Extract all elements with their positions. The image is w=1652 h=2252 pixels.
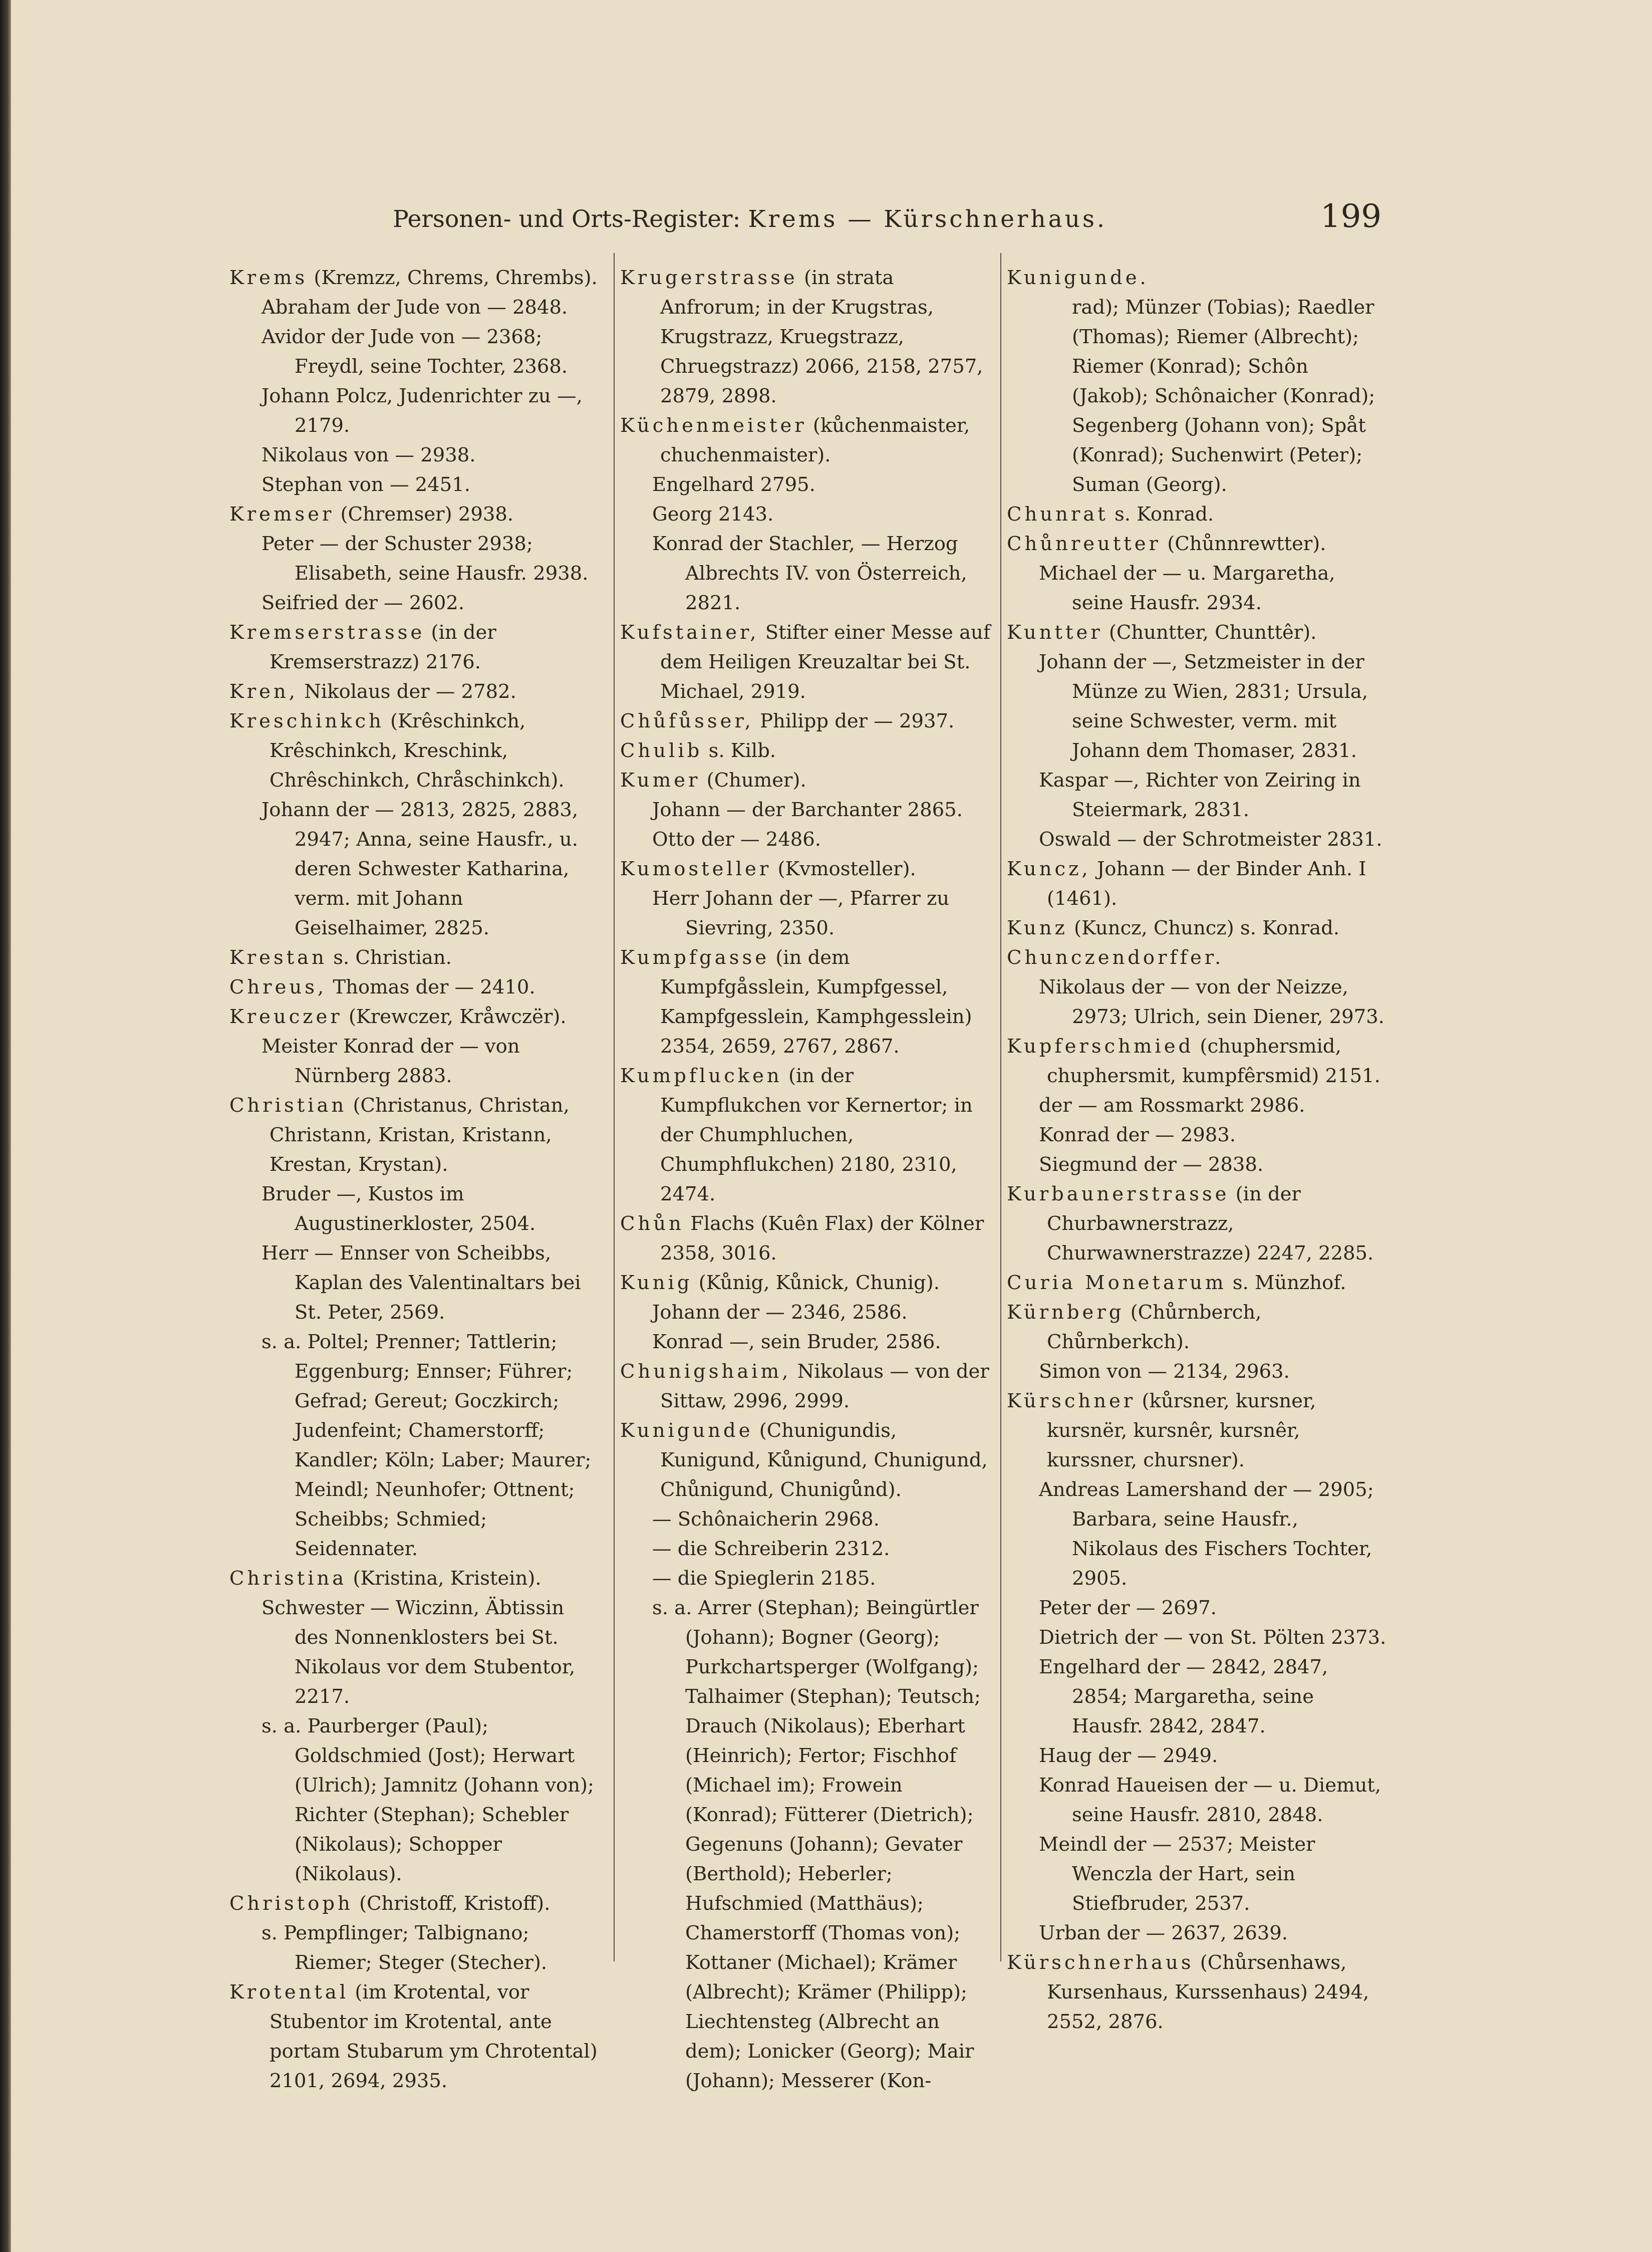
- entry-text: Johann Polcz, Judenrichter zu —, 2179.: [261, 385, 583, 437]
- entry-headword: Kreuczer: [229, 1006, 343, 1028]
- entry-text: Meister Konrad der — von Nürnberg 2883.: [261, 1035, 520, 1087]
- index-subentry: [1007, 1771, 1388, 1830]
- entry-text: — die Spieglerin 2185.: [652, 1567, 876, 1590]
- index-subentry: [229, 1032, 603, 1091]
- entry-headword: Krestan: [229, 946, 327, 969]
- entry-text: (Kremzz, Chrems, Chrembs).: [314, 267, 598, 289]
- entry-text: s. Konrad.: [1114, 503, 1214, 526]
- index-entry: [620, 1416, 993, 1505]
- entry-text: s. Münzhof.: [1232, 1272, 1346, 1294]
- index-subentry: [1007, 766, 1388, 825]
- entry-headword: Chunczendorffer.: [1007, 946, 1224, 969]
- index-subentry: [1007, 1357, 1388, 1386]
- index-entry: [229, 1091, 603, 1179]
- entry-text: (Chuntter, Chunttêr).: [1109, 621, 1317, 644]
- index-entry: [620, 1268, 993, 1298]
- entry-text: Andreas Lamershand der — 2905; Barbara, seine Hausfr., Nikolaus des Fischers Tochter, 2905.: [1039, 1478, 1374, 1590]
- entry-text: Johann — der Barchanter 2865.: [652, 799, 963, 821]
- index-entry: [620, 736, 993, 766]
- index-subentry: [1007, 1830, 1388, 1918]
- entry-headword: Curia Monetarum: [1007, 1272, 1227, 1294]
- entry-text: Oswald — der Schrotmeister 2831.: [1039, 828, 1383, 851]
- index-entry: [620, 1209, 993, 1268]
- index-entry: [229, 677, 603, 706]
- index-column-1: [229, 263, 603, 2096]
- entry-headword: Chůn: [620, 1212, 684, 1235]
- entry-text: Konrad der Stachler, — Herzog Albrechts IV. von Österreich, 2821.: [652, 533, 967, 614]
- entry-text: (Kůnig, Kůnick, Chunig).: [698, 1272, 940, 1294]
- index-subentry: [620, 470, 993, 499]
- index-entry: [620, 943, 993, 1061]
- entry-text: (Krewczer, Kråwczër).: [349, 1006, 567, 1028]
- index-subentry: [620, 795, 993, 825]
- entry-headword: Kumer: [620, 769, 701, 792]
- entry-headword: Kürschnerhaus: [1007, 1951, 1194, 1974]
- entry-text: der — am Rossmarkt 2986.: [1039, 1094, 1305, 1117]
- index-entry: [1007, 943, 1388, 972]
- entry-text: Kaspar —, Richter von Zeiring in Steiermark, 2831.: [1039, 769, 1361, 821]
- index-entry: [1007, 1179, 1388, 1268]
- entry-headword: Kürschner: [1007, 1390, 1136, 1412]
- index-entry: [1007, 1386, 1388, 1475]
- entry-text: (Chůrsenhaws, Kursenhaus, Kurssenhaus) 2494, 2552, 2876.: [1047, 1951, 1369, 2033]
- entry-text: Dietrich der — von St. Pölten 2373.: [1039, 1626, 1387, 1649]
- entry-headword: Küchenmeister: [620, 414, 807, 437]
- index-subentry: [1007, 1741, 1388, 1771]
- index-subentry: [229, 381, 603, 440]
- entry-text: Abraham der Jude von — 2848.: [261, 296, 568, 319]
- index-subentry: [1007, 1652, 1388, 1741]
- index-entry: [1007, 1268, 1388, 1298]
- index-entry: [229, 263, 603, 293]
- column-rule: [1000, 253, 1001, 1961]
- entry-text: rad); Münzer (Tobias); Raedler (Thomas); Riemer (Albrecht); Riemer (Konrad); Schôn (Jakob); Schônaicher (Konrad); Segenberg (Johann von); Spåt (Konrad); Suchenwirt (Peter); Suman (Georg).: [1072, 296, 1375, 496]
- entry-text: Johann der — 2813, 2825, 2883, 2947; Anna, seine Hausfr., u. deren Schwester Katharina, verm. mit Johann Geiselhaimer, 2825.: [261, 799, 579, 939]
- book-spine-shadow: [0, 0, 11, 2252]
- entry-text: s. a. Poltel; Prenner; Tattlerin; Eggenburg; Ennser; Führer; Gefrad; Gereut; Goczkirch; Judenfeint; Chamerstorff; Kandler; Köln; Laber; Maurer; Meindl; Neunhofer; Ottnent; Scheibbs; Schmied; Seidennater.: [261, 1331, 592, 1560]
- entry-text: (Kvmosteller).: [777, 858, 916, 880]
- entry-text: (Krêschinkch, Krêschinkch, Kreschink, Chrêschinkch, Chråschinkch).: [269, 710, 565, 792]
- index-subentry: [229, 1179, 603, 1238]
- entry-text: Haug der — 2949.: [1039, 1744, 1218, 1767]
- index-subentry: [620, 1505, 993, 1534]
- entry-headword: Kren,: [229, 680, 298, 703]
- entry-text: (Christoff, Kristoff).: [359, 1892, 550, 1915]
- index-subentry: [620, 1593, 993, 2096]
- entry-headword: Kurbaunerstrasse: [1007, 1183, 1230, 1205]
- index-subentry: [229, 322, 603, 381]
- index-subentry: [620, 1534, 993, 1564]
- index-entry: [229, 499, 603, 529]
- entry-text: (Chremser) 2938.: [340, 503, 514, 526]
- index-entry: [229, 943, 603, 972]
- entry-text: Meindl der — 2537; Meister Wenczla der Hart, sein Stiefbruder, 2537.: [1039, 1833, 1315, 1915]
- index-subentry: [229, 1327, 603, 1564]
- index-entry: [229, 972, 603, 1002]
- entry-headword: Kupferschmied: [1007, 1035, 1194, 1058]
- index-subentry: [1007, 647, 1388, 766]
- entry-text: Urban der — 2637, 2639.: [1039, 1922, 1288, 1944]
- entry-text: — die Schreiberin 2312.: [652, 1538, 890, 1560]
- entry-text: s. Pempflinger; Talbignano; Riemer; Steger (Stecher).: [261, 1922, 547, 1974]
- index-column-3: [1007, 263, 1388, 2037]
- entry-text: (Chunigundis, Kunigund, Kůnigund, Chunigund, Chůnigund, Chunigůnd).: [660, 1419, 988, 1501]
- index-subentry: [229, 1711, 603, 1889]
- index-subentry: [620, 1564, 993, 1593]
- index-entry: [1007, 1298, 1388, 1357]
- entry-text: Nikolaus der — 2782.: [304, 680, 516, 703]
- index-subentry: [620, 1327, 993, 1357]
- index-subentry: [229, 470, 603, 499]
- index-subentry: [620, 884, 993, 943]
- index-entry: [1007, 854, 1388, 913]
- entry-text: Nikolaus der — von der Neizze, 2973; Ulrich, sein Diener, 2973.: [1039, 976, 1385, 1028]
- entry-headword: Kreschinkch: [229, 710, 384, 732]
- index-entry: [1007, 1032, 1388, 1091]
- entry-text: Philipp der — 2937.: [760, 710, 955, 732]
- entry-text: Johann — der Binder Anh. I (1461).: [1047, 858, 1366, 910]
- index-subentry: [1007, 1593, 1388, 1623]
- index-subentry: [229, 529, 603, 588]
- entry-text: Seifried der — 2602.: [261, 592, 465, 614]
- entry-text: (in der Kumpflukchen vor Kernertor; in der Chumphluchen, Chumphflukchen) 2180, 2310, 2474.: [660, 1065, 973, 1205]
- entry-headword: Chůfůsser,: [620, 710, 754, 732]
- entry-headword: Chunrat: [1007, 503, 1109, 526]
- index-entry: [1007, 529, 1388, 559]
- index-subentry: [620, 499, 993, 529]
- index-entry: [229, 1889, 603, 1918]
- index-subentry: [620, 1298, 993, 1327]
- entry-headword: Chulib: [620, 739, 703, 762]
- index-subentry: [1007, 1150, 1388, 1179]
- entry-text: Stephan von — 2451.: [261, 473, 470, 496]
- entry-headword: Kunigunde.: [1007, 267, 1149, 289]
- entry-headword: Kumosteller: [620, 858, 772, 880]
- entry-text: Otto der — 2486.: [652, 828, 821, 851]
- entry-headword: Christina: [229, 1567, 347, 1590]
- entry-text: (Kuncz, Chuncz) s. Konrad.: [1074, 917, 1340, 939]
- entry-headword: Kunigunde: [620, 1419, 753, 1442]
- index-subentry: [1007, 1475, 1388, 1593]
- index-entry: [620, 854, 993, 884]
- index-entry: [1007, 1948, 1388, 2037]
- entry-text: s. Kilb.: [708, 739, 776, 762]
- entry-text: (Chůrnberch, Chůrnberkch).: [1047, 1301, 1262, 1353]
- entry-text: (in der Kremserstrazz) 2176.: [269, 621, 496, 673]
- entry-headword: Kumpflucken: [620, 1065, 782, 1087]
- index-entry: [620, 766, 993, 795]
- index-subentry: [1007, 1091, 1388, 1120]
- entry-text: (Christanus, Christan, Christann, Kristan, Kristann, Krestan, Krystan).: [269, 1094, 570, 1176]
- index-entry: [1007, 499, 1388, 529]
- entry-text: Simon von — 2134, 2963.: [1039, 1360, 1290, 1383]
- index-subentry: [620, 825, 993, 854]
- entry-headword: Kunig: [620, 1272, 693, 1294]
- index-entry: [620, 263, 993, 411]
- entry-headword: Chreus,: [229, 976, 327, 998]
- entry-text: Konrad der — 2983.: [1039, 1124, 1236, 1146]
- index-entry: [620, 706, 993, 736]
- entry-text: (Chumer).: [706, 769, 806, 792]
- entry-text: (in dem Kumpfgåsslein, Kumpfgessel, Kampfgesslein, Kamphgesslein) 2354, 2659, 2767, 2867.: [660, 946, 972, 1058]
- index-subentry: [1007, 1918, 1388, 1948]
- index-entry: [229, 1002, 603, 1032]
- running-head-topic: Krems — Kürschnerhaus.: [748, 205, 1107, 233]
- entry-text: Konrad —, sein Bruder, 2586.: [652, 1331, 941, 1353]
- entry-text: Engelhard 2795.: [652, 473, 815, 496]
- index-entry: [620, 1357, 993, 1416]
- index-entry: [620, 1061, 993, 1209]
- index-subentry: [1007, 972, 1388, 1032]
- index-subentry: [229, 588, 603, 618]
- entry-text: Johann der — 2346, 2586.: [652, 1301, 908, 1324]
- entry-text: (in strata Anfrorum; in der Krugstras, Krugstrazz, Kruegstrazz, Chruegstrazz) 2066, 2158, 2757, 2879, 2898.: [660, 267, 983, 407]
- entry-headword: Krems: [229, 267, 308, 289]
- entry-text: (Kristina, Kristein).: [353, 1567, 541, 1590]
- entry-headword: Krotental: [229, 1981, 349, 2004]
- index-subentry: [1007, 825, 1388, 854]
- entry-text: (kůchenmaister, chuchenmaister).: [660, 414, 970, 466]
- entry-text: Engelhard der — 2842, 2847, 2854; Margaretha, seine Hausfr. 2842, 2847.: [1039, 1656, 1328, 1737]
- entry-text: Konrad Haueisen der — u. Diemut, seine Hausfr. 2810, 2848.: [1039, 1774, 1381, 1826]
- entry-headword: Krugerstrasse: [620, 267, 798, 289]
- entry-headword: Chunigshaim,: [620, 1360, 791, 1383]
- entry-text: Michael der — u. Margaretha, seine Hausfr. 2934.: [1039, 562, 1335, 614]
- entry-text: — Schônaicherin 2968.: [652, 1508, 880, 1531]
- entry-text: Nikolaus — von der Sittaw, 2996, 2999.: [660, 1360, 989, 1412]
- entry-text: s. Christian.: [333, 946, 452, 969]
- index-entry: [229, 1977, 603, 2096]
- entry-text: (Chůnnrewtter).: [1167, 533, 1326, 555]
- index-entry: [1007, 618, 1388, 647]
- entry-text: Peter — der Schuster 2938; Elisabeth, seine Hausfr. 2938.: [261, 533, 589, 585]
- entry-text: (chuphersmid, chuphersmit, kumpfêrsmid) 2151.: [1047, 1035, 1381, 1087]
- entry-text: Avidor der Jude von — 2368; Freydl, seine Tochter, 2368.: [261, 326, 568, 378]
- entry-text: Herr — Ennser von Scheibbs, Kaplan des Valentinaltars bei St. Peter, 2569.: [261, 1242, 581, 1324]
- entry-headword: Kunz: [1007, 917, 1068, 939]
- entry-text: s. a. Arrer (Stephan); Beingürtler (Johann); Bogner (Georg); Purkchartsperger (Wolfgang); Talhaimer (Stephan); Teutsch; Drauch (Nikolaus); Eberhart (Heinrich); Fertor; Fischhof (Michael im); Frowein (Konrad); Fütterer (Dietrich); Gegenuns (Johann); Gevater (Berthold); Heberler; Hufschmied (Matthäus); Chamerstorff (Thomas von); Kottaner (Michael); Krämer (Albrecht); Krämer (Philipp); Liechtensteg (Albrecht an dem); Lonicker (Georg); Mair (Johann); Messerer (Kon-: [652, 1597, 981, 2092]
- index-subentry: [1007, 1623, 1388, 1652]
- index-entry: [1007, 263, 1388, 293]
- index-subentry: [229, 293, 603, 322]
- index-entry: [229, 1564, 603, 1593]
- index-subentry: [620, 529, 993, 618]
- entry-headword: Kuncz,: [1007, 858, 1091, 880]
- index-subentry: [1007, 559, 1388, 618]
- entry-headword: Kremser: [229, 503, 335, 526]
- running-head: [0, 205, 1107, 233]
- index-subentry: [229, 1593, 603, 1711]
- entry-text: Bruder —, Kustos im Augustinerkloster, 2504.: [261, 1183, 536, 1235]
- entry-text: (kůrsner, kursner, kursnër, kursnêr, kursnêr, kurssner, chursner).: [1047, 1390, 1316, 1471]
- entry-headword: Kremserstrasse: [229, 621, 425, 644]
- entry-text: Siegmund der — 2838.: [1039, 1153, 1264, 1176]
- entry-text: Nikolaus von — 2938.: [261, 444, 476, 466]
- entry-headword: Kumpfgasse: [620, 946, 770, 969]
- entry-headword: Kufstainer,: [620, 621, 759, 644]
- entry-text: Flachs (Kuên Flax) der Kölner 2358, 3016.: [660, 1212, 984, 1265]
- entry-text: Stifter einer Messe auf dem Heiligen Kreuzaltar bei St. Michael, 2919.: [660, 621, 991, 703]
- entry-text: Thomas der — 2410.: [333, 976, 535, 998]
- index-subentry: [1007, 1120, 1388, 1150]
- entry-headword: Kuntter: [1007, 621, 1103, 644]
- column-rule: [614, 253, 615, 1961]
- entry-text: Schwester — Wiczinn, Äbtissin des Nonnenklosters bei St. Nikolaus vor dem Stubentor, 2217.: [261, 1597, 576, 1708]
- entry-headword: Christian: [229, 1094, 347, 1117]
- entry-text: Georg 2143.: [652, 503, 774, 526]
- entry-text: Peter der — 2697.: [1039, 1597, 1217, 1619]
- index-subentry: [229, 440, 603, 470]
- entry-text: Herr Johann der —, Pfarrer zu Sievring, 2350.: [652, 887, 950, 939]
- index-entry: [620, 618, 993, 706]
- entry-text: (in der Churbawnerstrazz, Churwawnerstrazze) 2247, 2285.: [1047, 1183, 1374, 1265]
- index-subentry: [229, 795, 603, 943]
- entry-text: (im Krotental, vor Stubentor im Krotental, ante portam Stubarum ym Chrotental) 2101, 2694, 2935.: [269, 1981, 598, 2092]
- index-column-2: [620, 263, 993, 2096]
- index-entry: [620, 411, 993, 470]
- entry-text: s. a. Paurberger (Paul); Goldschmied (Jost); Herwart (Ulrich); Jamnitz (Johann von); Richter (Stephan); Schebler (Nikolaus); Schopper (Nikolaus).: [261, 1715, 595, 1885]
- entry-headword: Christoph: [229, 1892, 353, 1915]
- index-subentry: [229, 1238, 603, 1327]
- page-number: 199: [1320, 198, 1382, 235]
- entry-headword: Chůnreutter: [1007, 533, 1161, 555]
- running-head-prefix: Personen- und Orts-Register:: [393, 205, 741, 233]
- entry-text: Johann der —, Setzmeister in der Münze zu Wien, 2831; Ursula, seine Schwester, verm. mit Johann dem Thomaser, 2831.: [1039, 651, 1368, 762]
- index-continuation: [1007, 293, 1388, 499]
- index-entry: [229, 618, 603, 677]
- entry-headword: Kürnberg: [1007, 1301, 1125, 1324]
- index-subentry: [229, 1918, 603, 1977]
- index-entry: [229, 706, 603, 795]
- index-entry: [1007, 913, 1388, 943]
